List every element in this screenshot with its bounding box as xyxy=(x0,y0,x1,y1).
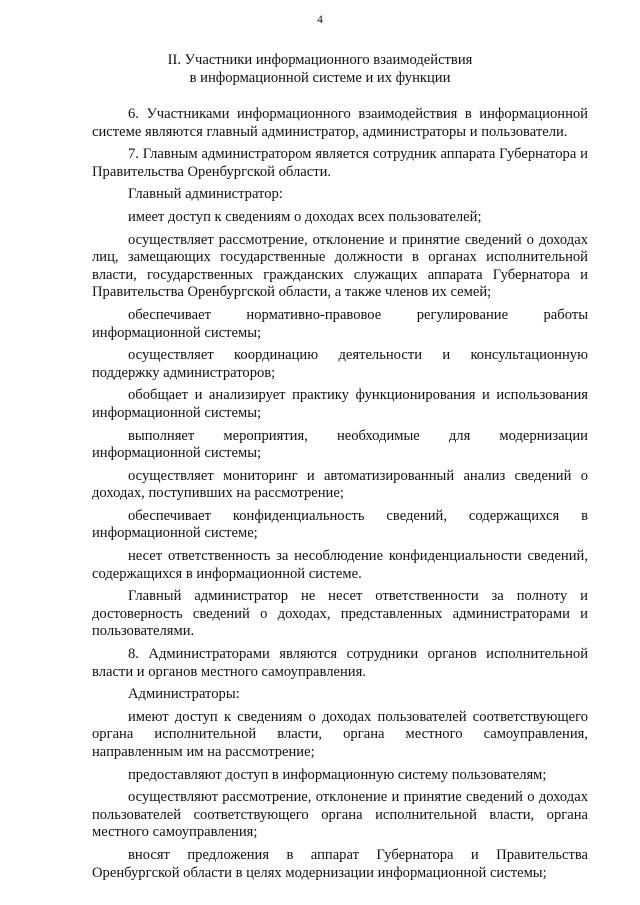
list-item: осуществляет рассмотрение, отклонение и принятие сведений о доходах лиц, замещающих государственные должности в органах исполнительной власти, государственных гражданских служащих аппарата Губернатора и Правительства Оренбургской области, а также членов их семей; xyxy=(92,231,588,301)
list-item: осуществляет мониторинг и автоматизированный анализ сведений о доходах, поступивших на рассмотрение; xyxy=(92,467,588,502)
paragraph-chief-admin-intro: Главный администратор: xyxy=(128,186,283,203)
list-item: вносят предложения в аппарат Губернатора и Правительства Оренбургской области в целях модернизации информационной системы; xyxy=(92,846,588,881)
list-item: осуществляют рассмотрение, отклонение и принятие сведений о доходах пользователей соответствующего органа исполнительной власти, органа местного самоуправления; xyxy=(92,789,588,841)
list-item: обобщает и анализирует практику функционирования и использования информационной системы; xyxy=(92,387,588,421)
list-item: обеспечивает нормативно-правовое регулирование работы информационной системы; xyxy=(92,306,588,341)
list-item: обеспечивает конфиденциальность сведений, содержащихся в информационной системе; xyxy=(92,507,588,542)
section-heading-line-2: в информационной системе и их функции xyxy=(189,70,451,86)
document-body xyxy=(92,101,588,882)
list-item: имеет доступ к сведениям о доходах всех пользователей; xyxy=(128,208,482,225)
list-item: выполняет мероприятия, необходимые для модернизации информационной системы; xyxy=(92,427,588,462)
list-item: имеют доступ к сведениям о доходах пользователей соответствующего органа исполнительной власти, органа местного самоуправления, направленным им на рассмотрение; xyxy=(92,708,588,760)
paragraph-admins-intro: Администраторы: xyxy=(128,686,240,703)
paragraph-participants: 6. Участниками информационного взаимодействия в информационной системе являются главный администратор, администраторы и пользователи. xyxy=(92,106,588,140)
section-heading-line-1: II. Участники информационного взаимодействия xyxy=(167,52,473,68)
list-item: предоставляют доступ в информационную систему пользователям; xyxy=(128,766,547,783)
paragraph-chief-admin-definition: 7. Главным администратором является сотрудник аппарата Губернатора и Правительства Оренбургской области. xyxy=(92,146,588,180)
list-item: осуществляет координацию деятельности и консультационную поддержку администраторов; xyxy=(92,347,588,381)
page-number: 4 xyxy=(317,14,323,26)
paragraph-chief-admin-liability: Главный администратор не несет ответственности за полноту и достоверность сведений о доходах, представленных администраторами и пользователями. xyxy=(92,588,588,640)
list-item: несет ответственность за несоблюдение конфиденциальности сведений, содержащихся в информационной системе. xyxy=(92,548,588,582)
paragraph-admins-definition: 8. Администраторами являются сотрудники органов исполнительной власти и органов местного самоуправления. xyxy=(92,646,588,680)
